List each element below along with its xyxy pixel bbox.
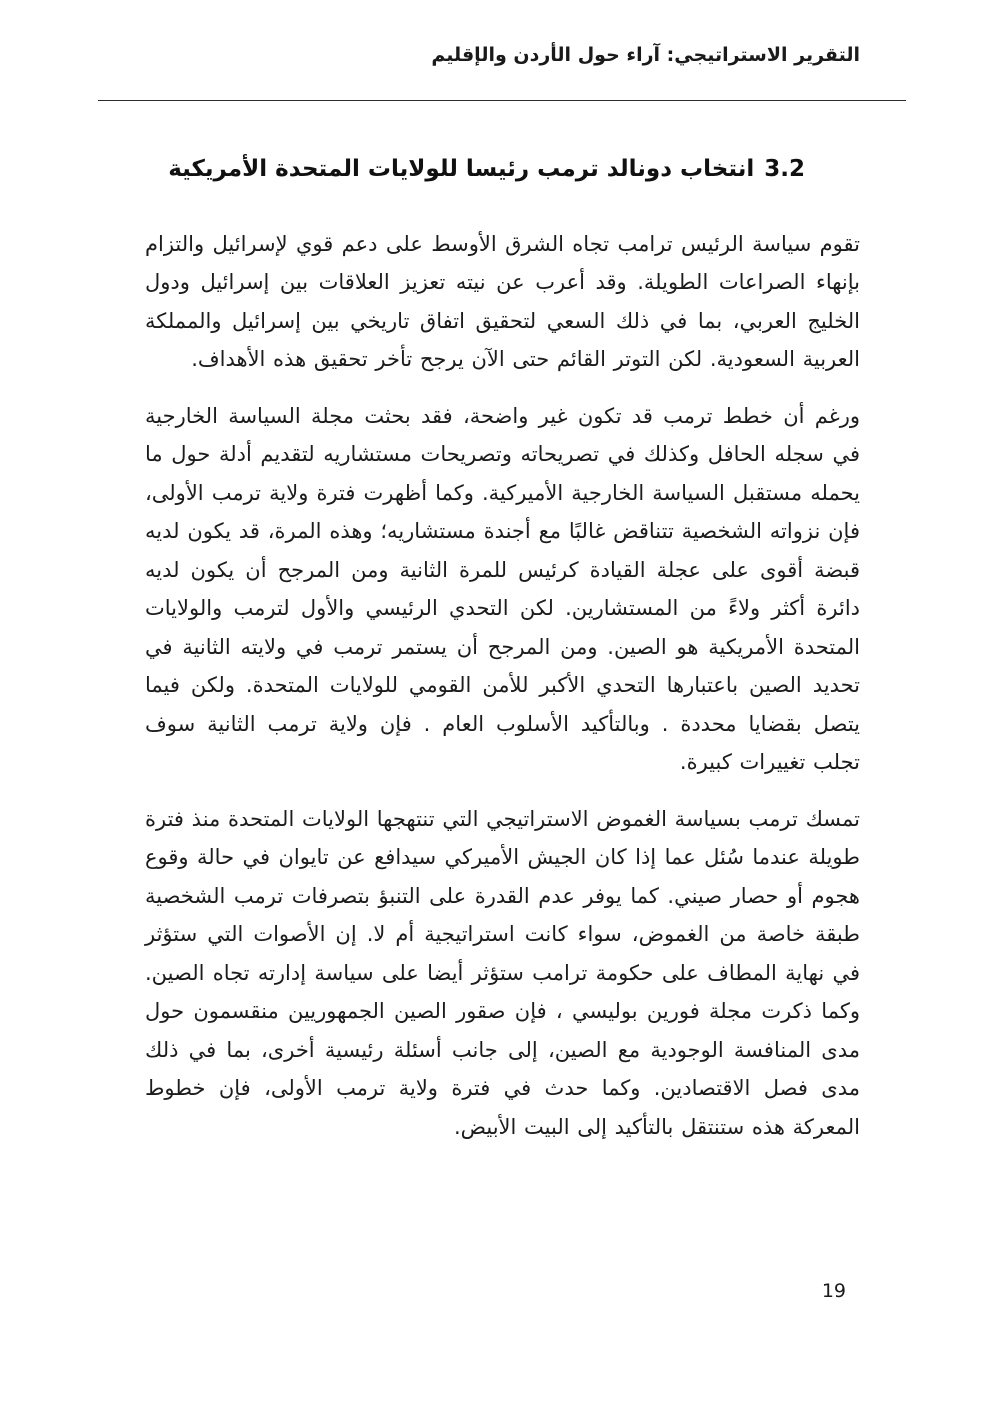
paragraph-1: تقوم سياسة الرئيس ترامب تجاه الشرق الأوسط على دعم قوي لإسرائيل والتزام بإنهاء الصراعات الطويلة. وقد أعرب عن نيته تعزيز العلاقات بين إسرائيل ودول الخليج العربي، بما في ذلك السعي لتحقيق اتفاق تاريخي بين إسرائيل والمملكة العربية السعودية. لكن التوتر القائم حتى الآن يرجح تأخر تحقيق هذه الأهداف. bbox=[145, 231, 860, 371]
header-rule bbox=[98, 100, 906, 101]
section-number: 3.2 bbox=[764, 156, 805, 182]
running-header: التقرير الاستراتيجي: آراء حول الأردن والإقليم bbox=[431, 44, 860, 66]
paragraph-2: ورغم أن خطط ترمب قد تكون غير واضحة، فقد بحثت مجلة السياسة الخارجية في سجله الحافل وكذلك في تصريحاته وتصريحات مستشاريه لتقديم أدلة حول ما يحمله مستقبل السياسة الخارجية الأميركية. وكما أظهرت فترة ولاية ترمب الأولى، فإن نزواته الشخصية تتناقض غالبًا مع أجندة مستشاريه؛ وهذه المرة، قد يكون لديه قبضة أقوى على عجلة القيادة كرئيس للمرة الثانية ومن المرجح أن يكون لديه دائرة أكثر ولاءً من المستشارين. لكن التحدي الرئيسي والأول لترمب والولايات المتحدة الأمريكية هو الصين. ومن المرجح أن يستمر ترمب في ولايته الثانية في تحديد الصين باعتبارها التحدي الأكبر للأمن القومي للولايات المتحدة. ولكن فيما يتصل بقضايا محددة . وبالتأكيد الأسلوب العام . فإن ولاية ترمب الثانية سوف تجلب تغييرات كبيرة. bbox=[145, 403, 860, 774]
paragraph-3: تمسك ترمب بسياسة الغموض الاستراتيجي التي تنتهجها الولايات المتحدة منذ فترة طويلة عندما سُئل عما إذا كان الجيش الأميركي سيدافع عن تايوان في حالة وقوع هجوم أو حصار صيني. كما يوفر عدم القدرة على التنبؤ بتصرفات ترمب الشخصية طبقة خاصة من الغموض، سواء كانت استراتيجية أم لا. إن الأصوات التي ستؤثر في نهاية المطاف على حكومة ترامب ستؤثر أيضا على سياسة إدارته تجاه الصين. وكما ذكرت مجلة فورين بوليسي ، فإن صقور الصين الجمهوريين منقسمون حول مدى المنافسة الوجودية مع الصين، إلى جانب أسئلة رئيسية أخرى، بما في ذلك مدى فصل الاقتصادين. وكما حدث في فترة ولاية ترمب الأولى، فإن خطوط المعركة هذه ستنتقل بالتأكيد إلى البيت الأبيض. bbox=[145, 806, 860, 1139]
page-content bbox=[145, 152, 860, 1164]
section-heading bbox=[145, 152, 860, 187]
page-number: 19 bbox=[821, 1280, 846, 1302]
section-title-text: انتخاب دونالد ترمب رئيسا للولايات المتحدة الأمريكية bbox=[168, 156, 755, 182]
